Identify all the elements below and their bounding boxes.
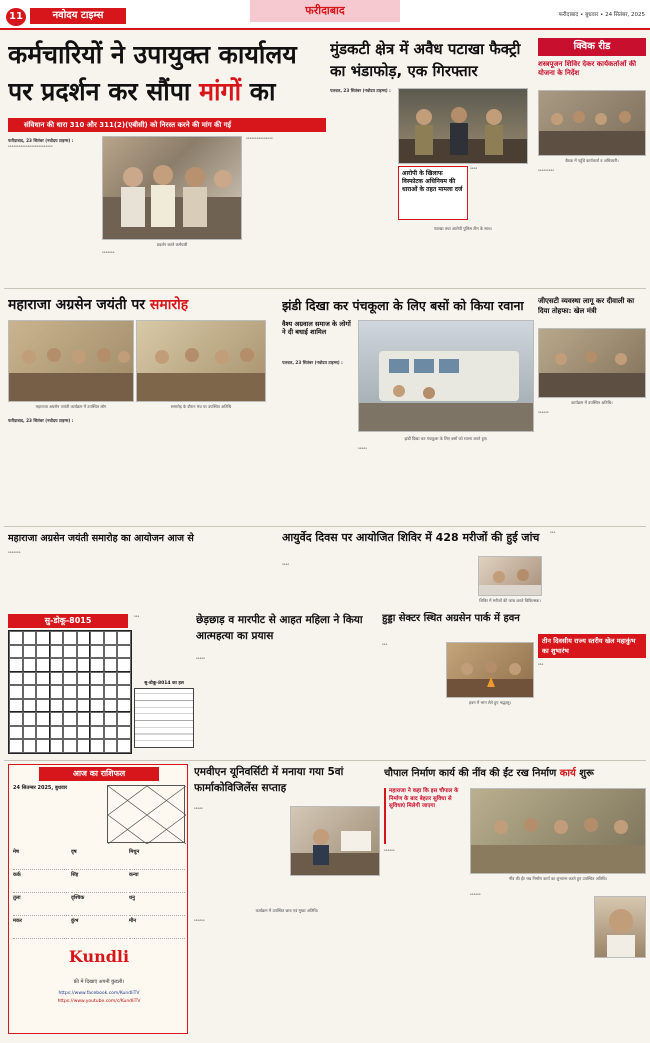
gst-body: ॰॰॰॰॰॰ xyxy=(538,410,549,415)
kundli-tagline: फ्री में दिखाएं अपनी कुंडली। xyxy=(73,979,125,985)
sudoku-cell[interactable] xyxy=(50,699,64,713)
rajyastar-headline-bar xyxy=(538,634,646,658)
mundkati-body-col3: ॰॰॰॰ xyxy=(470,166,478,171)
chaupal-body: ॰॰॰॰॰॰ xyxy=(470,892,481,897)
sudoku-cell[interactable] xyxy=(77,672,91,686)
horoscope-box xyxy=(8,764,188,1034)
sudoku-answer-label: सु-डोकू-8014 का हल xyxy=(144,681,184,686)
havan-body: ॰॰॰ xyxy=(382,642,388,647)
section-tab: फरीदाबाद xyxy=(250,0,400,22)
sudoku-cell[interactable] xyxy=(90,726,104,740)
horoscope-sign: वृश्चिक xyxy=(71,895,127,916)
university-photo xyxy=(290,806,380,876)
rajyastar-body-top: ॰॰॰ xyxy=(550,530,556,535)
ayurveda-body: ॰॰॰॰ xyxy=(282,562,290,567)
lead-headline-text-highlight: मांगों xyxy=(199,77,242,106)
foundation-stone-image xyxy=(471,789,646,874)
sudoku-cell[interactable] xyxy=(36,685,50,699)
sudoku-cell[interactable] xyxy=(104,726,118,740)
sudoku-cell[interactable] xyxy=(23,726,37,740)
sudoku-cell[interactable] xyxy=(23,631,37,645)
sudoku-cell[interactable] xyxy=(50,672,64,686)
sudoku-cell[interactable] xyxy=(63,699,77,713)
agrasen-jayanti-headline: महाराजा अग्रसेन जयंती पर समारोह xyxy=(8,297,189,313)
sudoku-cell[interactable] xyxy=(23,739,37,753)
quick-read-body: ॰॰॰॰॰॰॰॰॰ xyxy=(538,168,555,173)
lead-headline-text: कर्मचारियों ने उपायुक्त कार्यालय पर प्रदर्शन कर सौंपा मांगों का xyxy=(8,40,297,106)
lead-byline: फरीदाबाद, 23 सितंबर (नवोदय टाइम्स) : xyxy=(8,138,74,143)
sudoku-cell[interactable] xyxy=(23,685,37,699)
rajyastar-body: ॰॰॰ xyxy=(538,662,544,667)
bus-body: ॰॰॰॰॰ xyxy=(358,446,367,451)
lead-photo-1 xyxy=(102,136,242,240)
gst-photo xyxy=(538,328,646,398)
gst-caption: कार्यक्रम में उपस्थित अतिथि। xyxy=(571,400,613,405)
kundli-brand: Kundli xyxy=(68,947,130,966)
sudoku-cell[interactable] xyxy=(9,631,23,645)
sudoku-cell[interactable] xyxy=(50,739,64,753)
youtube-link[interactable]: https://www.youtube.com/c/KundliTV xyxy=(57,999,141,1004)
sudoku-cell[interactable] xyxy=(90,645,104,659)
chaupal-caption: नींव की ईंट रख निर्माण कार्य का शुभारंभ करते हुए उपस्थित अतिथि। xyxy=(508,876,608,881)
sudoku-cell[interactable] xyxy=(36,672,50,686)
sudoku-cell[interactable] xyxy=(117,631,131,645)
suicide-body: ॰॰॰॰॰ xyxy=(196,656,205,661)
mundkati-byline: पलवल, 23 सितंबर (नवोदय टाइम्स) : xyxy=(330,88,391,93)
sudoku-cell[interactable] xyxy=(63,658,77,672)
sudoku-cell[interactable] xyxy=(63,685,77,699)
sudoku-cell[interactable] xyxy=(90,712,104,726)
sudoku-cell[interactable] xyxy=(23,699,37,713)
chaupal-callout-text: महाराजा ने कहा कि इस चौपाल के निर्माण के बाद बेहतर सुविधा से सुविधाएं मिलेगी जाएगा xyxy=(389,788,459,809)
horoscope-sign: मीन xyxy=(129,918,185,939)
sudoku-cell[interactable] xyxy=(36,631,50,645)
divider-2 xyxy=(4,526,646,527)
masthead xyxy=(0,0,650,30)
sudoku-cell[interactable] xyxy=(63,645,77,659)
sudoku-cell[interactable] xyxy=(50,645,64,659)
sudoku-cell[interactable] xyxy=(9,739,23,753)
agrasen-event-body: ॰॰॰॰॰॰॰ xyxy=(8,550,21,555)
ayurveda-photo xyxy=(478,556,542,596)
sudoku-cell[interactable] xyxy=(23,712,37,726)
sudoku-cell[interactable] xyxy=(50,726,64,740)
meeting-image xyxy=(539,91,646,156)
sudoku-cell[interactable] xyxy=(23,658,37,672)
sudoku-cell[interactable] xyxy=(104,672,118,686)
sudoku-cell[interactable] xyxy=(23,672,37,686)
jayanti-group-image xyxy=(9,321,134,402)
sudoku-cell[interactable] xyxy=(36,699,50,713)
rajyastar-headline: तीन दिवसीय राज्य स्तरीय खेल महाकुंभ का शुभारंभ xyxy=(542,637,636,655)
sudoku-cell[interactable] xyxy=(77,658,91,672)
horoscope-sign: कर्क xyxy=(13,872,69,893)
sudoku-cell[interactable] xyxy=(9,712,23,726)
university-body-col1: ॰॰॰॰॰ xyxy=(194,806,203,811)
sudoku-grid xyxy=(8,630,132,754)
sudoku-cell[interactable] xyxy=(117,685,131,699)
sudoku-cell[interactable] xyxy=(63,631,77,645)
agrasen-event-headline: महाराजा अग्रसेन जयंती समारोह का आयोजन आज से xyxy=(8,533,194,544)
sudoku-cell[interactable] xyxy=(117,712,131,726)
sudoku-cell[interactable] xyxy=(9,645,23,659)
sudoku-cell[interactable] xyxy=(104,658,118,672)
agrasen-caption-1: महाराजा अग्रसेन जयंती कार्यक्रम में उपस्थित लोग xyxy=(35,404,107,409)
havan-ceremony-image xyxy=(447,643,534,698)
sudoku-cell[interactable] xyxy=(77,685,91,699)
sudoku-cell[interactable] xyxy=(90,685,104,699)
gst-headline: जीएसटी व्यवस्था लागू कर दीवाली का दिया तोहफा: खेल मंत्री xyxy=(538,297,635,315)
university-body: ॰॰॰॰॰॰ xyxy=(194,918,205,923)
havan-caption: हवन में भाग लेते हुए श्रद्धालु। xyxy=(468,700,512,705)
divider-3 xyxy=(4,760,646,761)
horoscope-sign: मेष xyxy=(13,849,69,870)
horoscope-sign: मकर xyxy=(13,918,69,939)
sudoku-cell[interactable] xyxy=(104,699,118,713)
kundli-chart-icon xyxy=(108,786,186,844)
horoscope-sign: कुंभ xyxy=(71,918,127,939)
sudoku-cell[interactable] xyxy=(104,685,118,699)
suicide-headline: छेड़छाड़ व मारपीट से आहत महिला ने किया आत्महत्या का प्रयास xyxy=(196,614,363,642)
sudoku-cell[interactable] xyxy=(117,645,131,659)
sudoku-cell[interactable] xyxy=(9,658,23,672)
bus-photo-caption: झंडी दिखा कर पंचकूला के लिए बसों को रवाना करते हुए। xyxy=(404,436,488,441)
sudoku-cell[interactable] xyxy=(50,685,64,699)
sudoku-cell[interactable] xyxy=(50,658,64,672)
chaupal-headline-highlight: कार्य xyxy=(559,768,576,779)
university-headline: एमवीएन यूनिवर्सिटी में मनाया गया 5वां फार्माकोविजिलेंस सप्ताह xyxy=(194,766,344,794)
sudoku-cell[interactable] xyxy=(36,739,50,753)
sudoku-cell[interactable] xyxy=(77,726,91,740)
sudoku-cell[interactable] xyxy=(117,658,131,672)
sudoku-cell[interactable] xyxy=(36,712,50,726)
quick-read-caption: बैठक में पहुँचे कार्यकर्ता व अधिकारी। xyxy=(565,158,619,163)
sudoku-cell[interactable] xyxy=(90,631,104,645)
sudoku-cell[interactable] xyxy=(77,645,91,659)
agrasen-body xyxy=(8,418,266,522)
mundkati-callout xyxy=(398,166,468,220)
sudoku-cell[interactable] xyxy=(104,739,118,753)
lead-body-lower: ॰॰॰॰॰॰॰ xyxy=(102,250,115,255)
sudoku-cell[interactable] xyxy=(9,685,23,699)
havan-photo xyxy=(446,642,534,698)
bus-departure-image xyxy=(359,321,534,432)
divider-1 xyxy=(4,288,646,289)
bus-sidebar-body xyxy=(282,360,354,520)
chaupal-headline: चौपाल निर्माण कार्य की नींव की ईंट रख निर्माण कार्य शुरू xyxy=(384,768,594,779)
mundkati-callout-text: आरोपी के खिलाफ विस्फोटक अधिनियम की धाराओं के तहत मामला दर्ज xyxy=(402,170,463,193)
sudoku-cell[interactable] xyxy=(63,726,77,740)
ayurveda-headline: आयुर्वेद दिवस पर आयोजित शिविर में 428 मरीजों की हुई जांच xyxy=(282,531,540,544)
quick-read-headline: शस्त्रपूजन शिविर देकर कार्यकर्ताओं की योजना के निर्देश xyxy=(538,60,637,77)
portrait-image xyxy=(595,897,646,958)
sudoku-answer-grid xyxy=(134,688,194,748)
lead-photo-1-caption: प्रदर्शन करते कर्मचारी xyxy=(156,242,188,247)
chaupal-portrait xyxy=(594,896,646,958)
sudoku-cell[interactable] xyxy=(36,726,50,740)
bus-byline: पलवल, 23 सितंबर (नवोदय टाइम्स) : xyxy=(282,360,343,365)
quick-read-label: क्विक रीड xyxy=(538,38,646,56)
sudoku-cell[interactable] xyxy=(117,726,131,740)
sudoku-title-bar xyxy=(8,614,128,628)
mundkati-photo xyxy=(398,88,528,164)
sudoku-cell[interactable] xyxy=(90,672,104,686)
stage-guests-image xyxy=(137,321,266,402)
horoscope-sign: वृष xyxy=(71,849,127,870)
sudoku-cell[interactable] xyxy=(36,658,50,672)
sudoku-cell[interactable] xyxy=(50,631,64,645)
havan-headline: हुड्डा सेक्टर स्थित अग्रसेन पार्क में हवन xyxy=(382,613,520,624)
chaupal-callout xyxy=(384,788,466,844)
sudoku-cell[interactable] xyxy=(104,712,118,726)
lead-body-col3: ॰॰॰॰॰॰॰॰॰॰॰॰॰॰॰ xyxy=(246,136,273,141)
sudoku-title: सु-डोकू-8015 xyxy=(44,616,92,625)
sudoku-cell[interactable] xyxy=(77,631,91,645)
bus-sidebar-text: वैश्य अग्रवाल समाज के लोगों ने दी बधाई शामिल xyxy=(282,320,351,336)
sudoku-cell[interactable] xyxy=(63,712,77,726)
sudoku-cell[interactable] xyxy=(77,712,91,726)
protest-crowd-image xyxy=(103,137,242,240)
mundkati-body xyxy=(330,88,396,278)
dateline: फरीदाबाद • बुधवार • 24 सितंबर, 2025 xyxy=(558,12,645,18)
sudoku-cell[interactable] xyxy=(90,739,104,753)
sudoku-cell[interactable] xyxy=(117,699,131,713)
mundkati-photo-caption: पटाखा तथा आरोपी पुलिस टीम के साथ। xyxy=(433,226,493,231)
sudoku-cell[interactable] xyxy=(36,645,50,659)
lead-headline xyxy=(8,36,326,114)
horoscope-sign: मिथुन xyxy=(129,849,185,870)
agrasen-photo-1 xyxy=(8,320,134,402)
agrasen-caption-2: समारोह के दौरान मंच पर उपस्थित अतिथि xyxy=(170,404,232,409)
kundli-logo xyxy=(39,947,159,977)
minister-event-image xyxy=(539,329,646,398)
agrasen-photo-2 xyxy=(136,320,266,402)
lead-body-col1: फरीदाबाद, 23 सितंबर (नवोदय टाइम्स) : ॰॰॰॰॰॰॰॰॰॰॰॰॰॰॰॰॰॰॰॰॰॰॰॰॰ xyxy=(8,138,74,150)
sudoku-cell[interactable] xyxy=(90,699,104,713)
university-caption: कार्यक्रम में उपस्थित छात्र एवं मुख्य अतिथि। xyxy=(255,908,319,913)
chaupal-body-col1: ॰॰॰॰॰॰ xyxy=(384,848,395,853)
agrasen-jayanti-headline-highlight: समारोह xyxy=(149,297,189,313)
sudoku-cell[interactable] xyxy=(77,699,91,713)
chaupal-photo xyxy=(470,788,646,874)
horoscope-sign: सिंह xyxy=(71,872,127,893)
horoscope-date: 24 सितम्बर 2025, बुधवार xyxy=(13,785,68,791)
sudoku-instructions: ॰॰॰ xyxy=(134,614,140,619)
bus-sidebar-head xyxy=(282,320,354,356)
agrasen-byline: फरीदाबाद, 23 सितंबर (नवोदय टाइम्स) : xyxy=(8,418,74,423)
ayurveda-caption: शिविर में मरीजों की जांच करते चिकित्सक। xyxy=(479,598,541,603)
sudoku-cell[interactable] xyxy=(117,672,131,686)
sudoku-cell[interactable] xyxy=(63,739,77,753)
horoscope-chart xyxy=(107,785,185,843)
page-number: 11 xyxy=(6,8,26,26)
horoscope-sign: कन्या xyxy=(129,872,185,893)
pharma-week-image xyxy=(291,807,380,876)
horoscope-sign: धनु xyxy=(129,895,185,916)
bus-photo xyxy=(358,320,534,432)
health-camp-image xyxy=(479,557,542,596)
sudoku-cell[interactable] xyxy=(77,739,91,753)
lead-subhead: संविधान की धारा 310 और 311(2)(एबीसी) को निरस्त करने की मांग की गई xyxy=(24,121,232,129)
sudoku-cell[interactable] xyxy=(9,699,23,713)
mundkati-headline: मुंडकटी क्षेत्र में अवैध पटाखा फैक्ट्री का भंडाफोड़, एक गिरफ्तार xyxy=(330,40,521,80)
sudoku-cell[interactable] xyxy=(9,726,23,740)
paper-name: नवोदय टाइम्स xyxy=(30,8,126,24)
sudoku-cell[interactable] xyxy=(117,739,131,753)
sudoku-cell[interactable] xyxy=(9,672,23,686)
sudoku-cell[interactable] xyxy=(104,645,118,659)
sudoku-cell[interactable] xyxy=(90,658,104,672)
horoscope-title: आज का राशिफल xyxy=(39,767,159,781)
quick-read-photo xyxy=(538,90,646,156)
lead-subhead-bar xyxy=(8,118,326,132)
sudoku-cell[interactable] xyxy=(23,645,37,659)
police-team-image xyxy=(399,89,528,164)
sudoku-cell[interactable] xyxy=(63,672,77,686)
sudoku-cell[interactable] xyxy=(50,712,64,726)
facebook-link[interactable]: https://www.facebook.com/KundliTV xyxy=(58,991,140,996)
sudoku-cell[interactable] xyxy=(104,631,118,645)
horoscope-sign: तुला xyxy=(13,895,69,916)
bus-headline: झंडी दिखा कर पंचकूला के लिए बसों को किया रवाना xyxy=(282,298,524,313)
horoscope-signs xyxy=(13,849,185,939)
